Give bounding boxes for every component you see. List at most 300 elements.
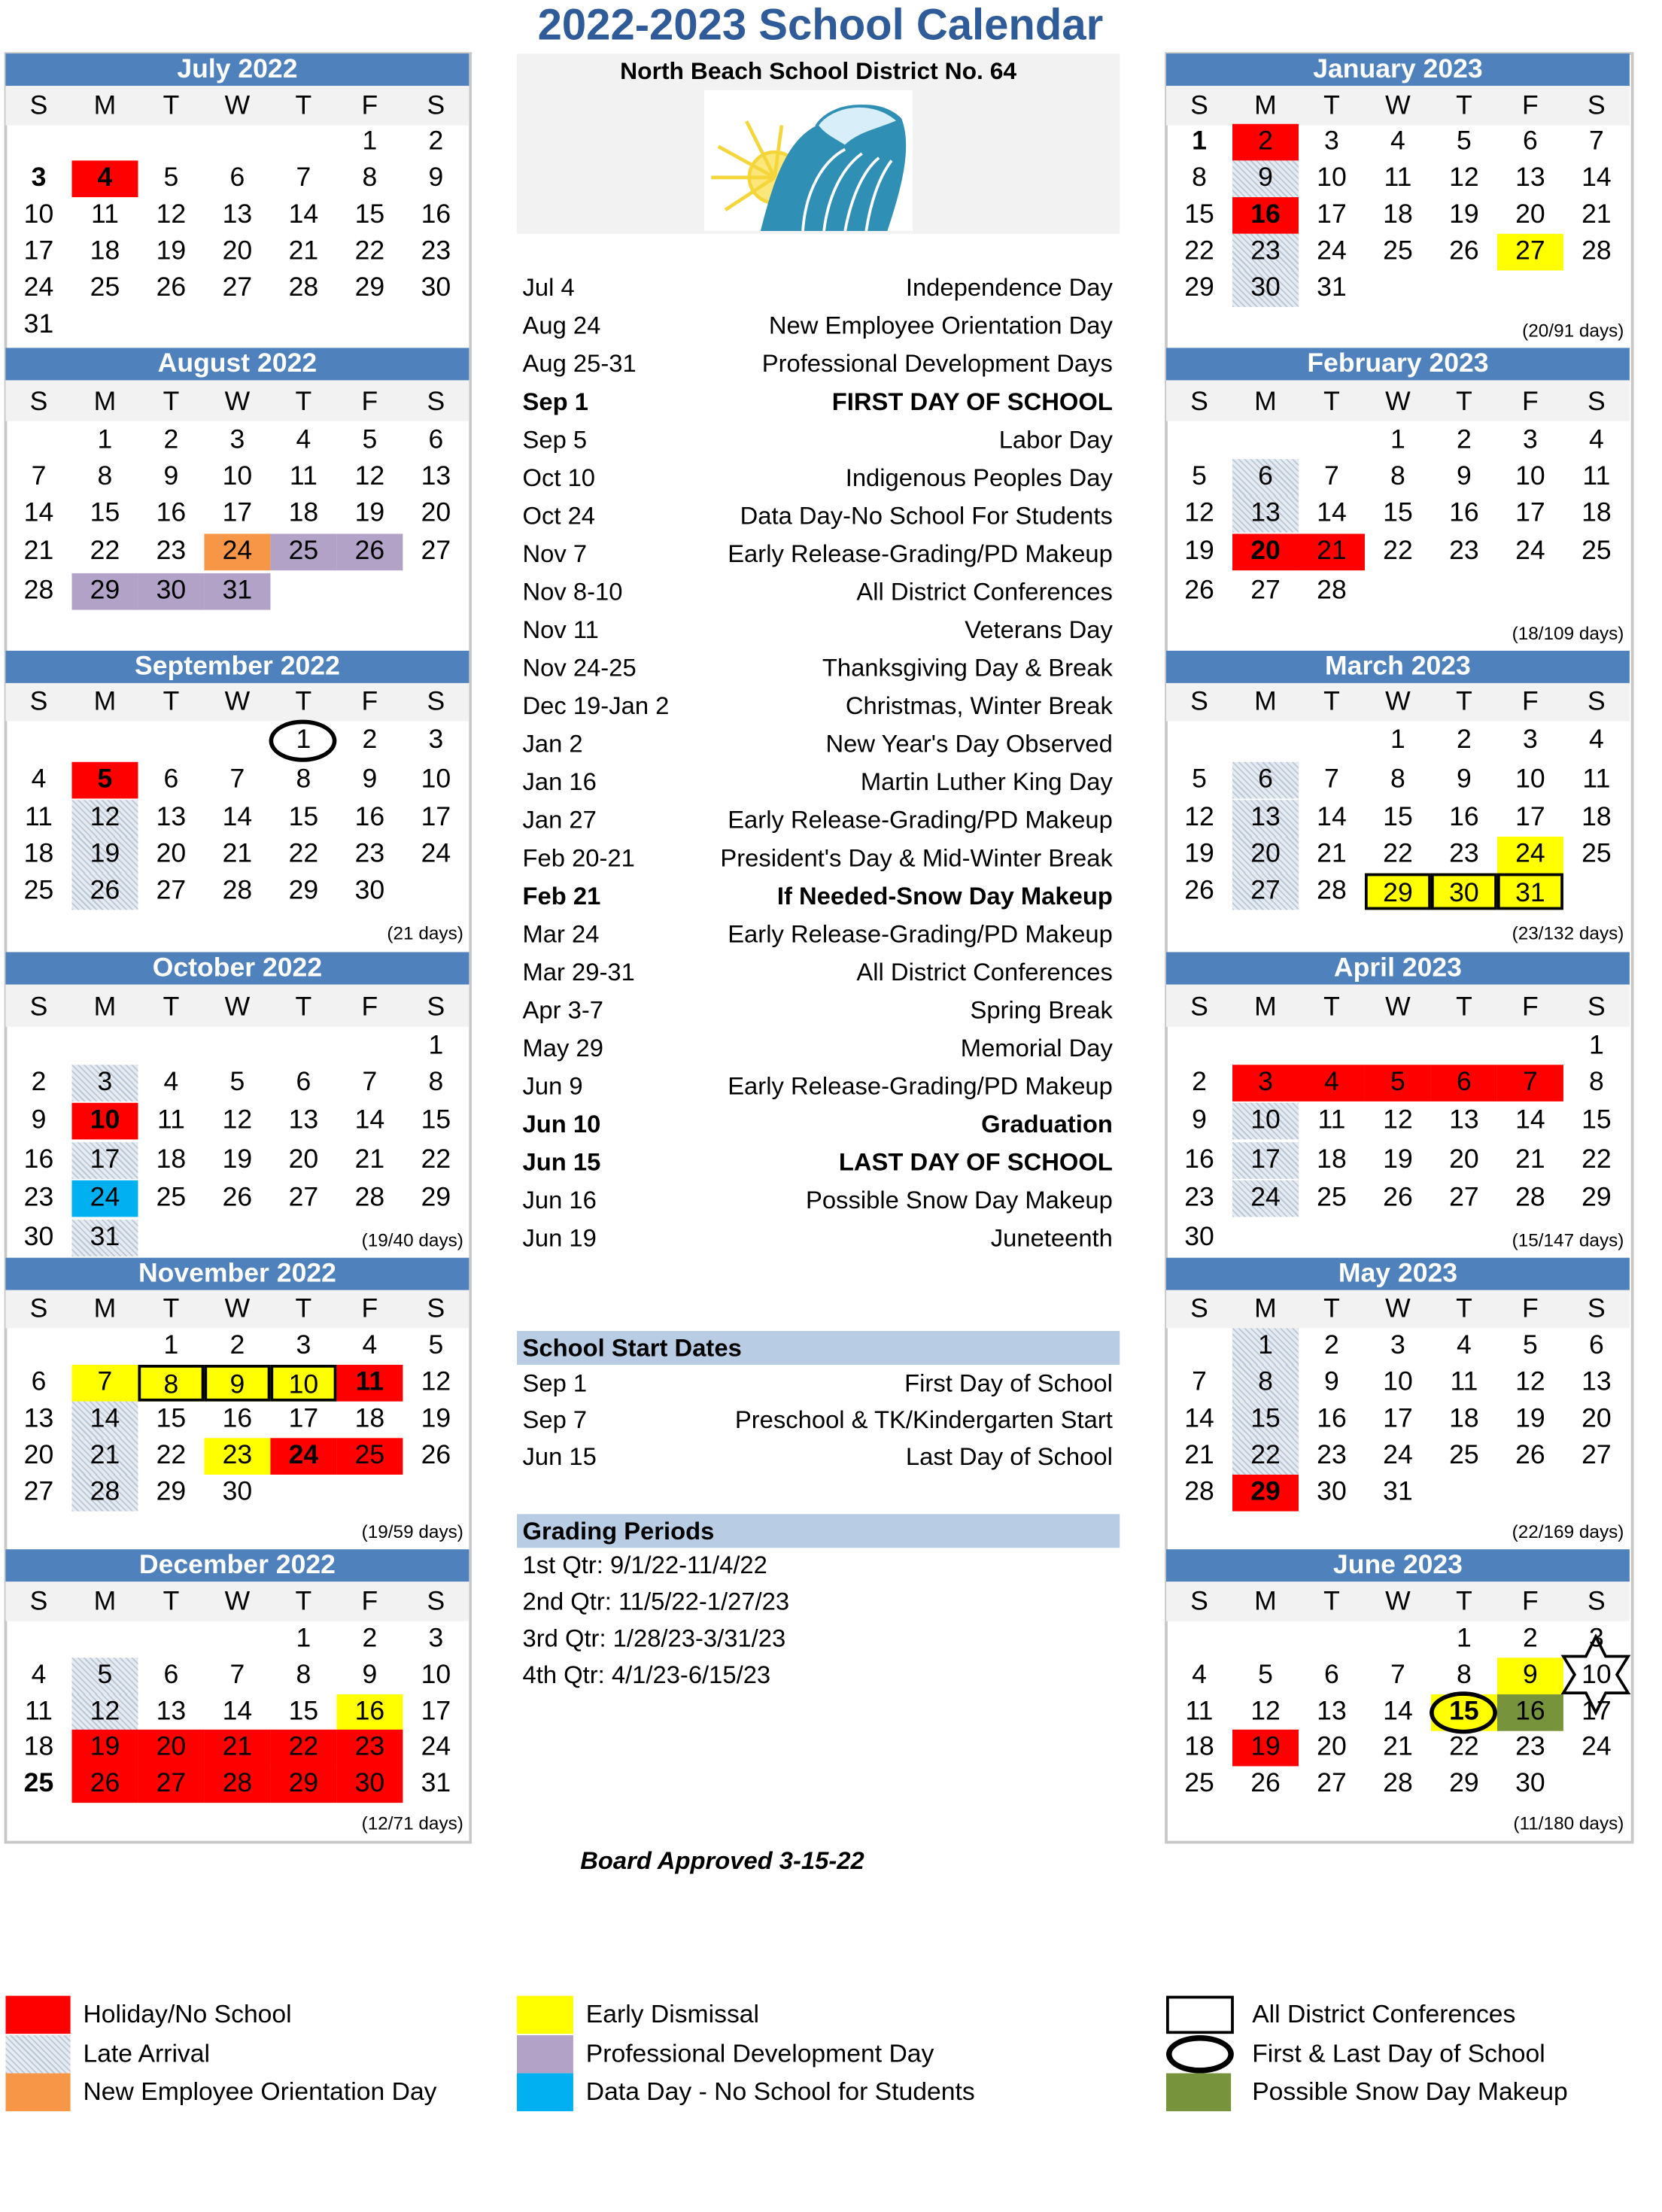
day-cell[interactable]: 16: [1184, 1144, 1214, 1175]
day-cell[interactable]: 7: [31, 462, 47, 492]
day-cell[interactable]: 22: [288, 839, 319, 870]
day-cell[interactable]: 13: [1232, 800, 1299, 837]
day-cell[interactable]: 9: [1497, 1657, 1563, 1694]
day-cell[interactable]: 2: [31, 1067, 47, 1098]
day-cell[interactable]: 9: [31, 1105, 47, 1135]
day-cell[interactable]: 25: [90, 273, 120, 303]
day-cell[interactable]: 16: [23, 1144, 54, 1175]
day-cell[interactable]: 27: [138, 1766, 204, 1803]
day-cell[interactable]: 27: [288, 1183, 319, 1213]
day-cell[interactable]: 1: [296, 725, 311, 755]
day-cell[interactable]: 23: [23, 1183, 54, 1213]
day-cell[interactable]: 7: [1192, 1367, 1207, 1398]
day-cell[interactable]: 17: [1383, 1404, 1413, 1434]
day-cell[interactable]: 8: [1588, 1067, 1604, 1098]
day-cell[interactable]: 19: [156, 236, 187, 266]
day-cell[interactable]: 31: [71, 1220, 138, 1256]
day-cell[interactable]: 20: [1449, 1144, 1479, 1175]
day-cell[interactable]: 1: [97, 425, 113, 455]
day-cell[interactable]: 6: [163, 764, 179, 795]
day-cell[interactable]: 4: [1390, 126, 1405, 156]
day-cell[interactable]: 23: [1232, 234, 1299, 271]
day-cell[interactable]: 3: [428, 725, 444, 755]
day-cell[interactable]: 2: [163, 425, 179, 455]
day-cell[interactable]: 1: [1390, 425, 1405, 455]
day-cell[interactable]: 12: [71, 1694, 138, 1731]
day-cell[interactable]: 28: [1317, 876, 1347, 906]
day-cell[interactable]: 26: [421, 1441, 451, 1471]
day-cell[interactable]: 30: [336, 1766, 403, 1803]
day-cell[interactable]: 16: [1497, 1694, 1563, 1731]
day-cell[interactable]: 28: [222, 876, 253, 906]
day-cell[interactable]: 31: [204, 573, 270, 610]
day-cell[interactable]: 21: [204, 1730, 270, 1767]
day-cell[interactable]: 5: [1192, 462, 1207, 492]
day-cell[interactable]: 6: [1232, 459, 1299, 496]
day-cell[interactable]: 26: [1515, 1441, 1545, 1471]
day-cell[interactable]: 18: [1317, 1144, 1347, 1175]
day-cell[interactable]: 18: [1449, 1404, 1479, 1434]
day-cell[interactable]: 7: [71, 1365, 138, 1402]
day-cell[interactable]: 25: [1317, 1183, 1347, 1213]
day-cell[interactable]: 31: [1497, 874, 1563, 910]
day-cell[interactable]: 12: [421, 1367, 451, 1398]
day-cell[interactable]: 21: [1317, 839, 1347, 870]
day-cell[interactable]: 1: [362, 126, 378, 156]
day-cell[interactable]: 19: [71, 1730, 138, 1767]
day-cell[interactable]: 27: [156, 876, 187, 906]
day-cell[interactable]: 2: [1232, 124, 1299, 161]
day-cell[interactable]: 18: [1383, 199, 1413, 230]
day-cell[interactable]: 3: [1324, 126, 1339, 156]
day-cell[interactable]: 26: [1250, 1769, 1281, 1799]
day-cell[interactable]: 5: [362, 425, 378, 455]
day-cell[interactable]: 2: [362, 1624, 378, 1654]
day-cell[interactable]: 29: [1581, 1183, 1612, 1213]
day-cell[interactable]: 21: [23, 536, 54, 567]
day-cell[interactable]: 1: [1192, 126, 1207, 156]
day-cell[interactable]: 6: [1324, 1661, 1339, 1691]
day-cell[interactable]: 15: [1383, 803, 1413, 833]
day-cell[interactable]: 9: [362, 1661, 378, 1691]
day-cell[interactable]: 10: [1383, 1367, 1413, 1398]
day-cell[interactable]: 11: [90, 199, 119, 230]
day-cell[interactable]: 21: [1515, 1144, 1545, 1175]
day-cell[interactable]: 30: [138, 573, 204, 610]
day-cell[interactable]: 26: [1449, 236, 1479, 266]
day-cell[interactable]: 1: [428, 1031, 444, 1061]
day-cell[interactable]: 4: [1299, 1065, 1365, 1101]
day-cell[interactable]: 14: [1515, 1105, 1545, 1135]
day-cell[interactable]: 27: [1581, 1441, 1612, 1471]
day-cell[interactable]: 28: [288, 273, 319, 303]
day-cell[interactable]: 24: [421, 839, 451, 870]
day-cell[interactable]: 12: [71, 800, 138, 837]
day-cell[interactable]: 23: [1317, 1441, 1347, 1471]
day-cell[interactable]: 4: [31, 764, 47, 795]
day-cell[interactable]: 8: [362, 163, 378, 193]
day-cell[interactable]: 25: [270, 533, 336, 570]
day-cell[interactable]: 21: [288, 236, 319, 266]
day-cell[interactable]: 27: [1317, 1769, 1347, 1799]
day-cell[interactable]: 6: [163, 1661, 179, 1691]
day-cell[interactable]: 18: [90, 236, 120, 266]
day-cell[interactable]: 12: [1184, 803, 1214, 833]
day-cell[interactable]: 20: [1232, 533, 1299, 570]
day-cell[interactable]: 22: [1184, 236, 1214, 266]
day-cell[interactable]: 3: [1523, 725, 1538, 755]
day-cell[interactable]: 9: [1192, 1105, 1207, 1135]
day-cell[interactable]: 30: [421, 273, 451, 303]
day-cell[interactable]: 16: [354, 803, 385, 833]
day-cell[interactable]: 15: [156, 1404, 187, 1434]
day-cell[interactable]: 13: [156, 1697, 187, 1727]
day-cell[interactable]: 14: [71, 1402, 138, 1439]
day-cell[interactable]: 24: [270, 1438, 336, 1475]
day-cell[interactable]: 31: [1383, 1477, 1413, 1508]
day-cell[interactable]: 1: [1390, 725, 1405, 755]
day-cell[interactable]: 30: [23, 1222, 54, 1253]
day-cell[interactable]: 21: [71, 1438, 138, 1475]
day-cell[interactable]: 27: [222, 273, 253, 303]
day-cell[interactable]: 11: [156, 1105, 185, 1135]
day-cell[interactable]: 3: [1588, 1624, 1604, 1654]
day-cell[interactable]: 7: [1390, 1661, 1405, 1691]
day-cell[interactable]: 5: [1365, 1065, 1431, 1101]
day-cell[interactable]: 9: [1457, 764, 1472, 795]
day-cell[interactable]: 26: [222, 1183, 253, 1213]
day-cell[interactable]: 26: [1184, 576, 1214, 606]
day-cell[interactable]: 24: [1383, 1441, 1413, 1471]
day-cell[interactable]: 3: [71, 1065, 138, 1101]
day-cell[interactable]: 27: [1232, 874, 1299, 910]
day-cell[interactable]: 19: [1184, 536, 1214, 567]
day-cell[interactable]: 29: [421, 1183, 451, 1213]
day-cell[interactable]: 8: [1192, 163, 1207, 193]
day-cell[interactable]: 4: [362, 1331, 378, 1361]
day-cell[interactable]: 30: [1184, 1222, 1214, 1253]
day-cell[interactable]: 3: [1232, 1065, 1299, 1101]
day-cell[interactable]: 28: [1515, 1183, 1545, 1213]
day-cell[interactable]: 27: [1250, 576, 1281, 606]
day-cell[interactable]: 24: [1317, 236, 1347, 266]
day-cell[interactable]: 29: [1365, 874, 1431, 910]
day-cell[interactable]: 4: [163, 1067, 179, 1098]
day-cell[interactable]: 28: [1317, 576, 1347, 606]
day-cell[interactable]: 7: [1324, 462, 1339, 492]
day-cell[interactable]: 7: [1588, 126, 1604, 156]
day-cell[interactable]: 15: [354, 199, 385, 230]
day-cell[interactable]: 17: [421, 1697, 451, 1727]
day-cell[interactable]: 6: [1232, 762, 1299, 799]
day-cell[interactable]: 7: [229, 1661, 245, 1691]
day-cell[interactable]: 25: [23, 876, 54, 906]
day-cell[interactable]: 2: [1192, 1067, 1207, 1098]
day-cell[interactable]: 11: [24, 1697, 53, 1727]
day-cell[interactable]: 8: [138, 1365, 204, 1402]
day-cell[interactable]: 20: [222, 236, 253, 266]
day-cell[interactable]: 24: [1232, 1180, 1299, 1217]
day-cell[interactable]: 30: [1515, 1769, 1545, 1799]
day-cell[interactable]: 10: [421, 764, 451, 795]
day-cell[interactable]: 14: [222, 1697, 253, 1727]
day-cell[interactable]: 20: [138, 1730, 204, 1767]
day-cell[interactable]: 19: [1383, 1144, 1413, 1175]
day-cell[interactable]: 9: [1324, 1367, 1339, 1398]
day-cell[interactable]: 15: [288, 1697, 319, 1727]
day-cell[interactable]: 7: [1497, 1065, 1563, 1101]
day-cell[interactable]: 6: [31, 1367, 47, 1398]
day-cell[interactable]: 4: [31, 1661, 47, 1691]
day-cell[interactable]: 20: [288, 1144, 319, 1175]
day-cell[interactable]: 12: [1250, 1697, 1281, 1727]
day-cell[interactable]: 5: [1523, 1331, 1538, 1361]
day-cell[interactable]: 22: [1232, 1438, 1299, 1475]
day-cell[interactable]: 8: [1232, 1365, 1299, 1402]
day-cell[interactable]: 28: [354, 1183, 385, 1213]
day-cell[interactable]: 17: [1317, 199, 1347, 230]
day-cell[interactable]: 23: [421, 236, 451, 266]
day-cell[interactable]: 17: [1232, 1142, 1299, 1179]
day-cell[interactable]: 3: [296, 1331, 311, 1361]
day-cell[interactable]: 4: [71, 160, 138, 197]
day-cell[interactable]: 24: [1515, 536, 1545, 567]
day-cell[interactable]: 11: [1185, 1697, 1214, 1727]
day-cell[interactable]: 1: [1232, 1328, 1299, 1365]
day-cell[interactable]: 25: [1581, 839, 1612, 870]
day-cell[interactable]: 3: [1390, 1331, 1405, 1361]
day-cell[interactable]: 9: [1457, 462, 1472, 492]
day-cell[interactable]: 12: [354, 462, 385, 492]
day-cell[interactable]: 16: [421, 199, 451, 230]
day-cell[interactable]: 28: [71, 1475, 138, 1512]
day-cell[interactable]: 21: [1299, 533, 1365, 570]
day-cell[interactable]: 18: [23, 1732, 54, 1762]
day-cell[interactable]: 7: [362, 1067, 378, 1098]
day-cell[interactable]: 14: [222, 803, 253, 833]
day-cell[interactable]: 11: [1450, 1367, 1478, 1398]
day-cell[interactable]: 25: [1581, 536, 1612, 567]
day-cell[interactable]: 10: [71, 1103, 138, 1140]
day-cell[interactable]: 19: [1449, 199, 1479, 230]
day-cell[interactable]: 23: [1184, 1183, 1214, 1213]
day-cell[interactable]: 21: [222, 839, 253, 870]
day-cell[interactable]: 22: [421, 1144, 451, 1175]
day-cell[interactable]: 14: [1184, 1404, 1214, 1434]
day-cell[interactable]: 8: [296, 764, 311, 795]
day-cell[interactable]: 6: [1588, 1331, 1604, 1361]
day-cell[interactable]: 26: [156, 273, 187, 303]
day-cell[interactable]: 10: [1515, 764, 1545, 795]
day-cell[interactable]: 24: [204, 533, 270, 570]
day-cell[interactable]: 15: [1581, 1105, 1612, 1135]
day-cell[interactable]: 9: [163, 462, 179, 492]
day-cell[interactable]: 13: [1515, 163, 1545, 193]
day-cell[interactable]: 19: [354, 498, 385, 528]
day-cell[interactable]: 27: [421, 536, 451, 567]
day-cell[interactable]: 18: [354, 1404, 385, 1434]
day-cell[interactable]: 11: [1384, 163, 1412, 193]
day-cell[interactable]: 22: [1581, 1144, 1612, 1175]
day-cell[interactable]: 24: [71, 1180, 138, 1217]
day-cell[interactable]: 8: [296, 1661, 311, 1691]
day-cell[interactable]: 15: [90, 498, 120, 528]
day-cell[interactable]: 23: [336, 1730, 403, 1767]
day-cell[interactable]: 11: [24, 803, 53, 833]
day-cell[interactable]: 19: [421, 1404, 451, 1434]
day-cell[interactable]: 10: [23, 199, 54, 230]
day-cell[interactable]: 26: [336, 533, 403, 570]
day-cell[interactable]: 8: [1390, 462, 1405, 492]
day-cell[interactable]: 17: [1515, 803, 1545, 833]
day-cell[interactable]: 6: [296, 1067, 311, 1098]
day-cell[interactable]: 9: [1232, 160, 1299, 197]
day-cell[interactable]: 22: [90, 536, 120, 567]
day-cell[interactable]: 22: [156, 1441, 187, 1471]
day-cell[interactable]: 12: [222, 1105, 253, 1135]
day-cell[interactable]: 19: [1515, 1404, 1545, 1434]
day-cell[interactable]: 10: [421, 1661, 451, 1691]
day-cell[interactable]: 14: [1581, 163, 1612, 193]
day-cell[interactable]: 8: [1457, 1661, 1472, 1691]
day-cell[interactable]: 14: [288, 199, 319, 230]
day-cell[interactable]: 27: [1449, 1183, 1479, 1213]
day-cell[interactable]: 23: [1449, 536, 1479, 567]
day-cell[interactable]: 3: [1523, 425, 1538, 455]
day-cell[interactable]: 13: [23, 1404, 54, 1434]
day-cell[interactable]: 30: [222, 1477, 253, 1508]
day-cell[interactable]: 16: [336, 1694, 403, 1731]
day-cell[interactable]: 13: [222, 199, 253, 230]
day-cell[interactable]: 7: [1324, 764, 1339, 795]
day-cell[interactable]: 19: [71, 837, 138, 874]
day-cell[interactable]: 23: [204, 1438, 270, 1475]
day-cell[interactable]: 12: [1184, 498, 1214, 528]
day-cell[interactable]: 20: [1515, 199, 1545, 230]
day-cell[interactable]: 25: [156, 1183, 187, 1213]
day-cell[interactable]: 23: [156, 536, 187, 567]
day-cell[interactable]: 10: [1515, 462, 1545, 492]
day-cell[interactable]: 24: [23, 273, 54, 303]
day-cell[interactable]: 17: [421, 803, 451, 833]
day-cell[interactable]: 26: [71, 1766, 138, 1803]
day-cell[interactable]: 29: [288, 876, 319, 906]
day-cell[interactable]: 17: [71, 1142, 138, 1179]
day-cell[interactable]: 21: [354, 1144, 385, 1175]
day-cell[interactable]: 22: [1449, 1732, 1479, 1762]
day-cell[interactable]: 4: [1588, 425, 1604, 455]
day-cell[interactable]: 24: [1581, 1732, 1612, 1762]
day-cell[interactable]: 5: [163, 163, 179, 193]
day-cell[interactable]: 25: [1449, 1441, 1479, 1471]
day-cell[interactable]: 16: [1232, 197, 1299, 234]
day-cell[interactable]: 3: [229, 425, 245, 455]
day-cell[interactable]: 11: [336, 1365, 403, 1402]
day-cell[interactable]: 31: [1317, 273, 1347, 303]
day-cell[interactable]: 29: [270, 1766, 336, 1803]
day-cell[interactable]: 5: [428, 1331, 444, 1361]
day-cell[interactable]: 31: [421, 1769, 451, 1799]
day-cell[interactable]: 22: [354, 236, 385, 266]
day-cell[interactable]: 18: [156, 1144, 187, 1175]
day-cell[interactable]: 7: [296, 163, 311, 193]
day-cell[interactable]: 26: [71, 874, 138, 910]
day-cell[interactable]: 12: [1515, 1367, 1545, 1398]
day-cell[interactable]: 6: [1431, 1065, 1497, 1101]
day-cell[interactable]: 29: [1232, 1475, 1299, 1512]
day-cell[interactable]: 1: [163, 1331, 179, 1361]
day-cell[interactable]: 1: [1588, 1031, 1604, 1061]
day-cell[interactable]: 15: [421, 1105, 451, 1135]
day-cell[interactable]: 16: [1449, 803, 1479, 833]
day-cell[interactable]: 12: [1449, 163, 1479, 193]
day-cell[interactable]: 27: [23, 1477, 54, 1508]
day-cell[interactable]: 13: [1581, 1367, 1612, 1398]
day-cell[interactable]: 26: [1383, 1183, 1413, 1213]
day-cell[interactable]: 18: [1184, 1732, 1214, 1762]
day-cell[interactable]: 12: [156, 199, 187, 230]
day-cell[interactable]: 24: [421, 1732, 451, 1762]
day-cell[interactable]: 8: [1390, 764, 1405, 795]
day-cell[interactable]: 18: [23, 839, 54, 870]
day-cell[interactable]: 28: [1184, 1477, 1214, 1508]
day-cell[interactable]: 10: [1232, 1103, 1299, 1140]
day-cell[interactable]: 1: [1457, 1624, 1472, 1654]
day-cell[interactable]: 20: [1581, 1404, 1612, 1434]
day-cell[interactable]: 4: [1457, 1331, 1472, 1361]
day-cell[interactable]: 25: [1383, 236, 1413, 266]
day-cell[interactable]: 4: [1588, 725, 1604, 755]
day-cell[interactable]: 24: [1497, 837, 1563, 874]
day-cell[interactable]: 28: [204, 1766, 270, 1803]
day-cell[interactable]: 22: [1383, 839, 1413, 870]
day-cell[interactable]: 3: [31, 163, 47, 193]
day-cell[interactable]: 13: [1232, 496, 1299, 533]
day-cell[interactable]: 23: [1515, 1732, 1545, 1762]
day-cell[interactable]: 10: [270, 1365, 336, 1402]
day-cell[interactable]: 13: [1449, 1105, 1479, 1135]
day-cell[interactable]: 14: [354, 1105, 385, 1135]
day-cell[interactable]: 11: [1582, 462, 1611, 492]
day-cell[interactable]: 9: [204, 1365, 270, 1402]
day-cell[interactable]: 21: [1383, 1732, 1413, 1762]
day-cell[interactable]: 28: [1383, 1769, 1413, 1799]
day-cell[interactable]: 30: [1317, 1477, 1347, 1508]
day-cell[interactable]: 17: [1581, 1697, 1612, 1727]
day-cell[interactable]: 16: [1317, 1404, 1347, 1434]
day-cell[interactable]: 5: [229, 1067, 245, 1098]
day-cell[interactable]: 30: [1232, 270, 1299, 307]
day-cell[interactable]: 11: [1582, 764, 1611, 795]
day-cell[interactable]: 20: [1232, 837, 1299, 874]
day-cell[interactable]: 14: [1383, 1697, 1413, 1727]
day-cell[interactable]: 19: [1184, 839, 1214, 870]
day-cell[interactable]: 4: [1192, 1661, 1207, 1691]
day-cell[interactable]: 18: [1581, 803, 1612, 833]
day-cell[interactable]: 15: [1431, 1694, 1497, 1731]
day-cell[interactable]: 28: [23, 576, 54, 606]
day-cell[interactable]: 28: [1581, 236, 1612, 266]
day-cell[interactable]: 5: [1258, 1661, 1273, 1691]
day-cell[interactable]: 2: [1523, 1624, 1538, 1654]
day-cell[interactable]: 8: [97, 462, 113, 492]
day-cell[interactable]: 1: [296, 1624, 311, 1654]
day-cell[interactable]: 16: [222, 1404, 253, 1434]
day-cell[interactable]: 11: [1317, 1105, 1346, 1135]
day-cell[interactable]: 20: [156, 839, 187, 870]
day-cell[interactable]: 16: [1449, 498, 1479, 528]
day-cell[interactable]: 14: [23, 498, 54, 528]
